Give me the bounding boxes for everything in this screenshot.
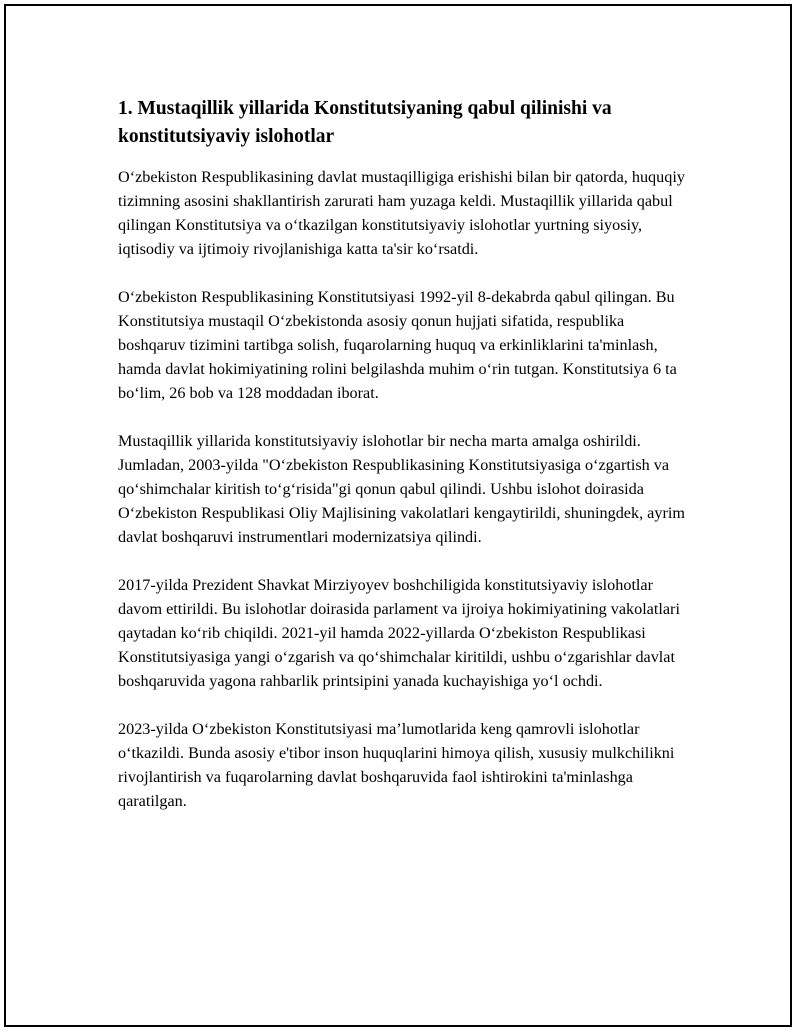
- paragraph-1: O‘zbekiston Respublikasining davlat mustaqilligiga erishishi bilan bir qatorda, huquqiy tizimning asosini shakllantirish zarurati ham yuzaga keldi. Mustaqillik yillarida qabul qilingan Konstitutsiya va o‘tkazilgan konstitutsiyaviy islohotlar yurtning siyosiy, iqtisodiy va ijtimoiy rivojlanishiga katta ta'sir ko‘rsatdi.: [118, 168, 685, 258]
- paragraph-2: O‘zbekiston Respublikasining Konstitutsiyasi 1992-yil 8-dekabrda qabul qilingan. Bu Konstitutsiya mustaqil O‘zbekistonda asosiy qonun hujjati sifatida, respublika boshqaruv tizimini tartibga solish, fuqarolarning huquq va erkinliklarini ta'minlash, hamda davlat hokimiyatining rolini belgilashda muhim o‘rin tutgan. Konstitutsiya 6 ta bo‘lim, 26 bob va 128 moddadan iborat.: [118, 288, 677, 402]
- section-heading: 1. Mustaqillik yillarida Konstitutsiyaning qabul qilinishi va konstitutsiyaviy islohotlar: [118, 98, 612, 147]
- paragraph-4: 2017-yilda Prezident Shavkat Mirziyoyev boshchiligida konstitutsiyaviy islohotlar davom ettirildi. Bu islohotlar doirasida parlament va ijroiya hokimiyatining vakolatlari qaytadan ko‘rib chiqildi. 2021-yil hamda 2022-yillarda O‘zbekiston Respublikasi Konstitutsiyasiga yangi o‘zgarish va qo‘shimchalar kiritildi, ushbu o‘zgarishlar davlat boshqaruvida yagona rahbarlik printsipini yanada kuchayishiga yo‘l ochdi.: [118, 576, 680, 690]
- document-body: [118, 95, 688, 837]
- paragraph-3: Mustaqillik yillarida konstitutsiyaviy islohotlar bir necha marta amalga oshirildi. Jumladan, 2003-yilda "O‘zbekiston Respublikasining Konstitutsiyasiga o‘zgartish va qo‘shimchalar kiritish to‘g‘risida"gi qonun qabul qilindi. Ushbu islohot doirasida O‘zbekiston Respublikasi Oliy Majlisining vakolatlari kengaytirildi, shuningdek, ayrim davlat boshqaruvi instrumentlari modernizatsiya qilindi.: [118, 432, 685, 546]
- paragraph-5: 2023-yilda O‘zbekiston Konstitutsiyasi ma’lumotlarida keng qamrovli islohotlar o‘tkazildi. Bunda asosiy e'tibor inson huquqlarini himoya qilish, xususiy mulkchilikni rivojlantirish va fuqarolarning davlat boshqaruvida faol ishtirokini ta'minlashga qaratilgan.: [118, 720, 675, 810]
